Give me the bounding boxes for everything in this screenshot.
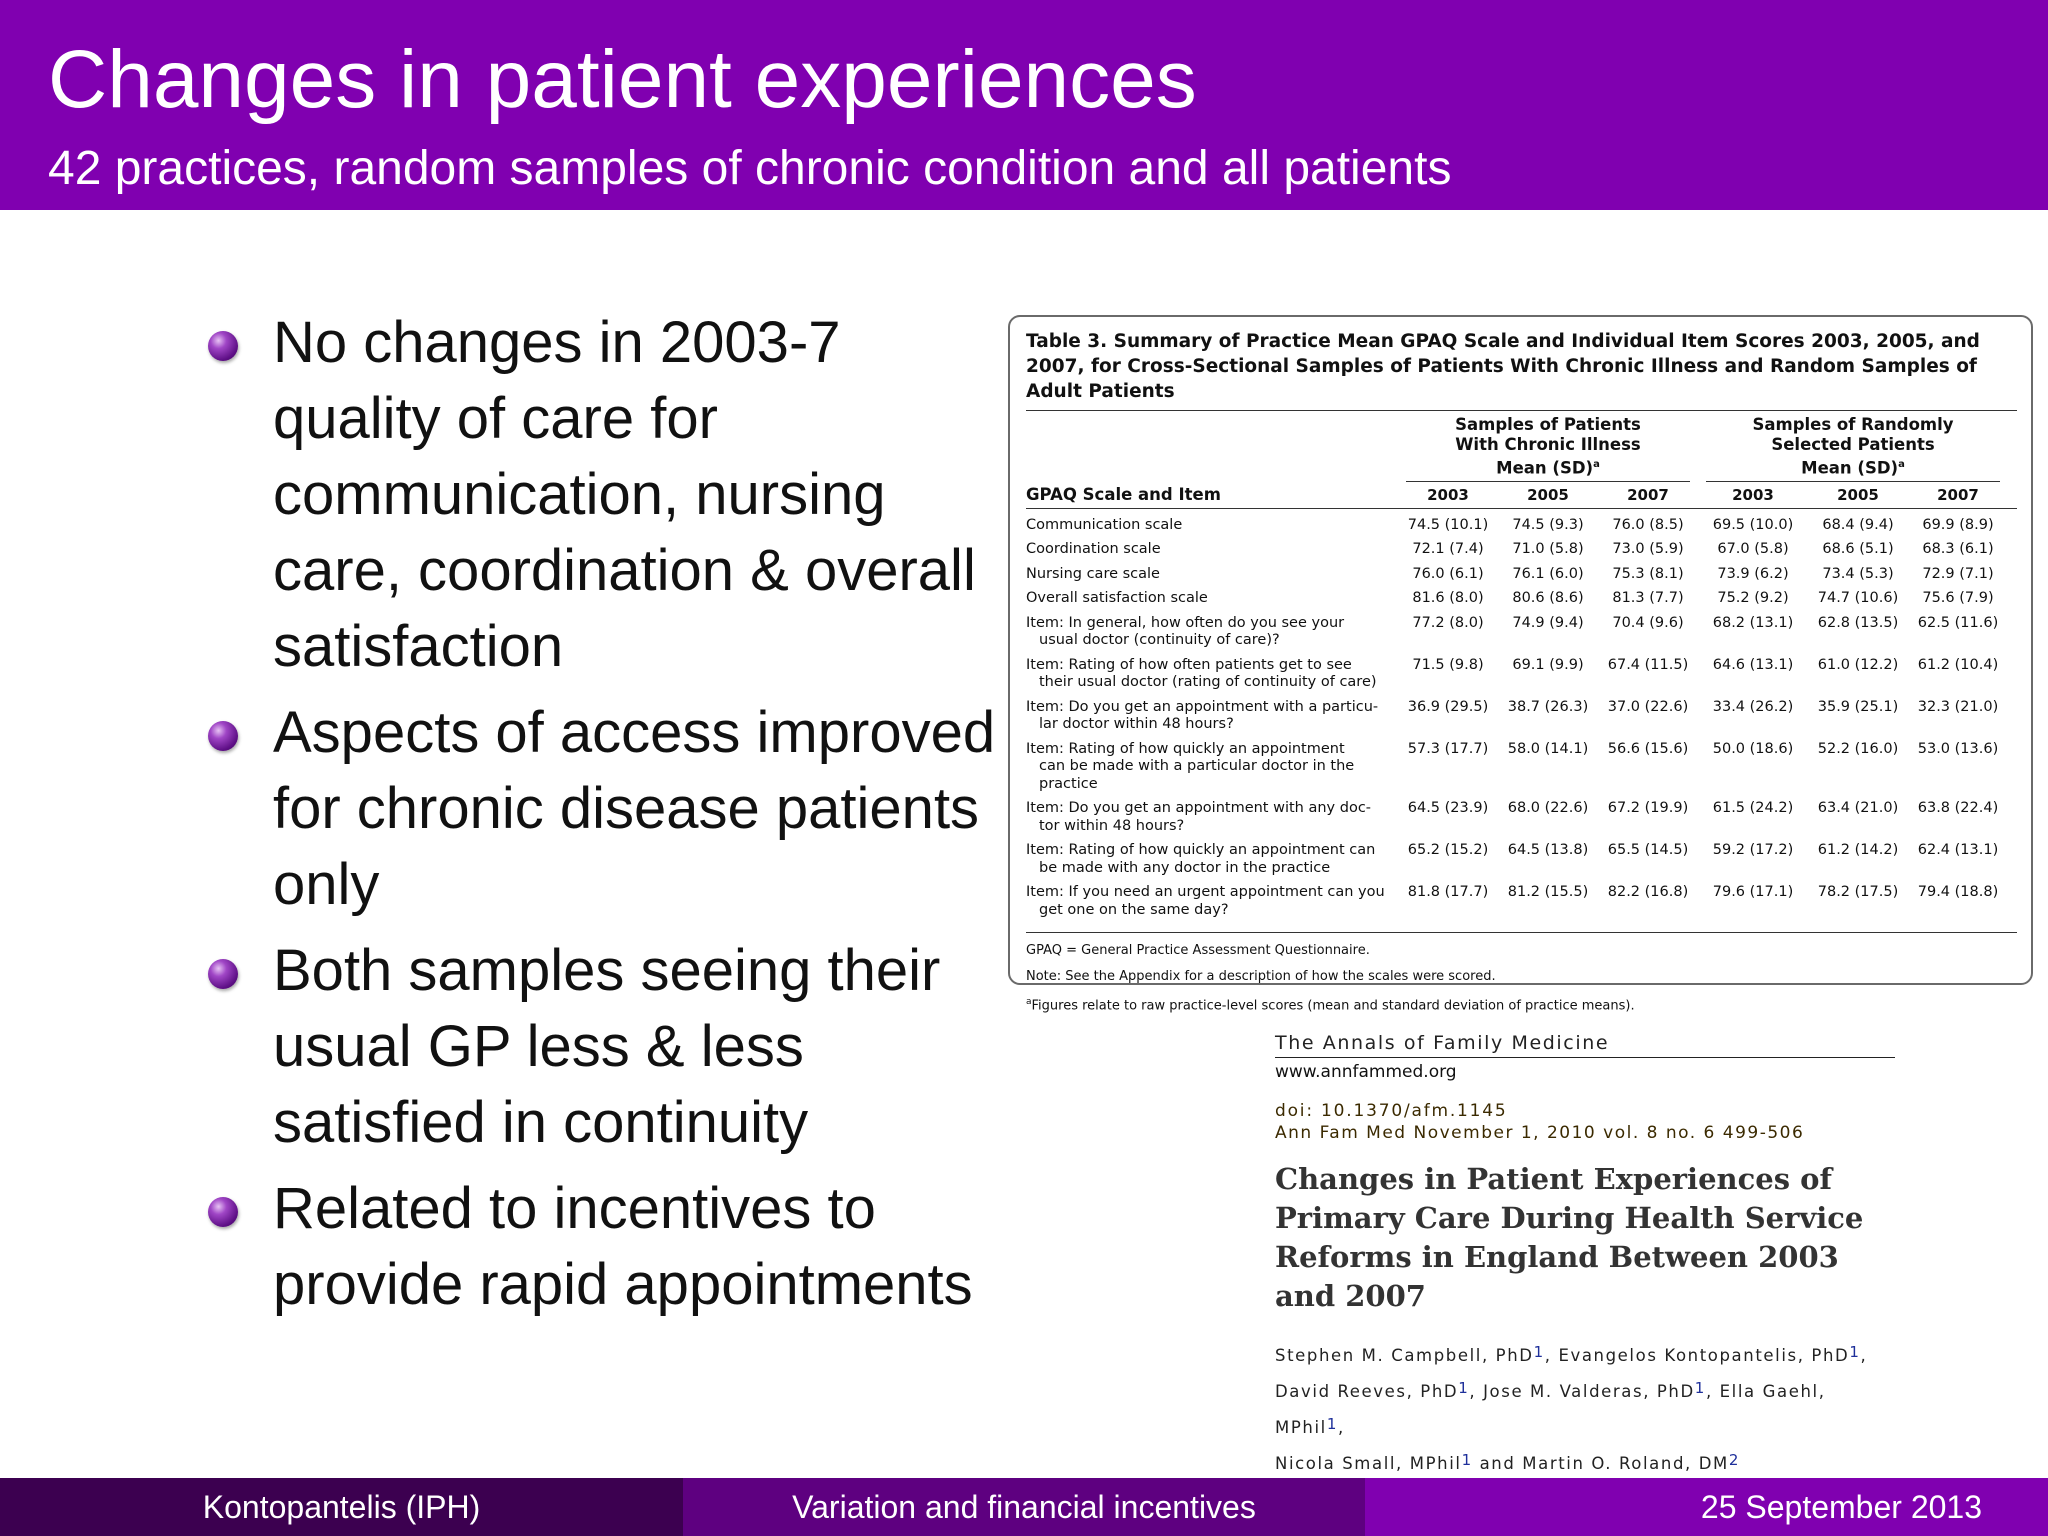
- row-label-line: Item: In general, how often do you see your: [1026, 614, 1345, 631]
- table-figure: [1008, 315, 2033, 1014]
- bullet-ball-icon: [208, 331, 238, 361]
- paper-citation: Ann Fam Med November 1, 2010 vol. 8 no. 6 499-506: [1275, 1123, 1805, 1143]
- table-row-label: [1026, 615, 1398, 650]
- bullet-text: Both samples seeing their usual GP less & less satisfied in continuity: [273, 938, 941, 1155]
- footer-talk-title: Variation and financial incentives: [683, 1478, 1365, 1536]
- header-spacer: [1026, 411, 1398, 482]
- group-b-line: Selected Patients: [1771, 435, 1935, 454]
- table-cell: 76.0 (8.5): [1612, 516, 1684, 533]
- slide-subtitle: 42 practices, random samples of chronic condition and all patients: [48, 142, 1452, 195]
- bullet-item: [205, 933, 1005, 1161]
- table-caption: Table 3. Summary of Practice Mean GPAQ Scale and Individual Item Scores 2003, 2005, and 2007, for Cross-Sectional Samples of Patients With Chronic Illness and Random Samples of Adult Patients: [1026, 331, 1980, 402]
- table-cell: 71.0 (5.8): [1512, 541, 1584, 557]
- footer-author: Kontopantelis (IPH): [0, 1478, 683, 1536]
- table-row-label: [1026, 517, 1398, 535]
- group-a-mean: Mean (SD): [1496, 458, 1594, 478]
- bullet-item: [205, 1171, 1005, 1323]
- table-cell: 69.1 (9.9): [1512, 656, 1584, 673]
- table-cell: 68.0 (22.6): [1507, 800, 1589, 816]
- table-note-figures: [1026, 994, 2017, 1014]
- table-cell: 64.6 (13.1): [1712, 656, 1794, 673]
- author-name: Martin O. Roland, DM: [1522, 1454, 1729, 1473]
- bullet-text: Related to incentives to provide rapid appointments: [273, 1176, 973, 1317]
- author-name: Ella Gaehl, MPhil: [1275, 1382, 1826, 1437]
- table-cell: 73.9 (6.2): [1717, 565, 1789, 582]
- row-label-line: Nursing care scale: [1026, 565, 1160, 582]
- footnote-mark: a: [1026, 997, 1032, 1007]
- row-label-line: Item: Rating of how quickly an appointment can: [1026, 842, 1376, 858]
- table-cell: 61.2 (14.2): [1817, 842, 1899, 858]
- table-cell: 75.6 (7.9): [1922, 590, 1994, 606]
- table-row-label: [1026, 741, 1398, 794]
- table-cell: 68.2 (13.1): [1712, 614, 1794, 631]
- table-cell: 70.4 (9.6): [1612, 614, 1684, 631]
- table-cell: 74.7 (10.6): [1817, 590, 1899, 606]
- table-cell: 67.4 (11.5): [1607, 656, 1689, 673]
- year-header: 2005: [1527, 485, 1569, 504]
- year-header: 2003: [1732, 485, 1774, 504]
- table-row-label: [1026, 541, 1398, 559]
- author-name: Evangelos Kontopantelis, PhD: [1558, 1346, 1850, 1365]
- table-cell: 67.0 (5.8): [1717, 541, 1789, 557]
- author-name: Nicola Small, MPhil: [1275, 1454, 1462, 1473]
- table-cell: 61.0 (12.2): [1817, 656, 1899, 673]
- row-label-line: be made with any doctor in the practice: [1039, 859, 1331, 876]
- author-name: Jose M. Valderas, PhD: [1483, 1382, 1695, 1401]
- table-cell: 63.4 (21.0): [1817, 800, 1899, 816]
- row-label-line: Item: Do you get an appointment with a particu-: [1026, 698, 1379, 715]
- author-affiliation: 2: [1728, 1451, 1741, 1469]
- table-cell: 65.5 (14.5): [1607, 842, 1689, 858]
- table-cell: 71.5 (9.8): [1412, 656, 1484, 673]
- group-a-line: Samples of Patients: [1455, 415, 1641, 434]
- table-cell: 75.2 (9.2): [1717, 590, 1789, 606]
- table-row-label: [1026, 566, 1398, 584]
- table-cell: 69.9 (8.9): [1922, 516, 1994, 533]
- table-cell: 72.1 (7.4): [1412, 541, 1484, 557]
- table-cell: 50.0 (18.6): [1712, 740, 1794, 757]
- author-affiliation: 1: [1533, 1343, 1545, 1361]
- table-cell: 35.9 (25.1): [1817, 698, 1899, 715]
- year-header: 2003: [1427, 485, 1469, 504]
- group-header-random: [1706, 411, 2000, 482]
- table-cell: 72.9 (7.1): [1922, 565, 1994, 582]
- table-cell: 61.2 (10.4): [1917, 656, 1999, 673]
- table-row-label: [1026, 842, 1398, 877]
- table-cell: 62.8 (13.5): [1817, 614, 1899, 631]
- table-cell: 82.2 (16.8): [1607, 884, 1689, 900]
- table-cell: 56.6 (15.6): [1607, 740, 1689, 757]
- scale-column-header: GPAQ Scale and Item: [1026, 484, 1221, 504]
- table-cell: 81.6 (8.0): [1412, 590, 1484, 606]
- paper-title: Changes in Patient Experiences of Primary Care During Health Service Reforms in England Between 2003 and 2007: [1275, 1162, 1864, 1313]
- author-conjunction: and: [1479, 1454, 1516, 1473]
- table-cell: 59.2 (17.2): [1712, 842, 1794, 858]
- year-header: 2007: [1937, 485, 1979, 504]
- author-affiliation: 1: [1849, 1343, 1861, 1361]
- table-cell: 63.8 (22.4): [1917, 800, 1999, 816]
- table-cell: 57.3 (17.7): [1407, 740, 1489, 757]
- table-cell: 32.3 (21.0): [1917, 698, 1999, 715]
- table-cell: 62.5 (11.6): [1917, 614, 1999, 631]
- bullet-item: [205, 695, 1005, 923]
- table-cell: 79.6 (17.1): [1712, 884, 1794, 900]
- table-cell: 64.5 (23.9): [1407, 800, 1489, 816]
- table-cell: 79.4 (18.8): [1917, 884, 1999, 900]
- table-row-label: [1026, 800, 1398, 835]
- footnote-mark: a: [1898, 459, 1905, 470]
- table-cell: 74.9 (9.4): [1512, 614, 1584, 631]
- table-cell: 37.0 (22.6): [1607, 698, 1689, 715]
- group-header-chronic: [1406, 411, 1690, 482]
- table-cell: 75.3 (8.1): [1612, 565, 1684, 582]
- slide-title: Changes in patient experiences: [48, 34, 1197, 125]
- row-label-line: practice: [1039, 775, 1098, 792]
- table-cell: 74.5 (10.1): [1407, 516, 1489, 533]
- row-label-line: Overall satisfaction scale: [1026, 590, 1208, 606]
- row-label-line: Item: Rating of how quickly an appointment: [1026, 740, 1345, 757]
- table-cell: 81.2 (15.5): [1507, 884, 1589, 900]
- author-affiliation: 1: [1326, 1415, 1338, 1433]
- row-label-line: their usual doctor (rating of continuity of care): [1039, 674, 1377, 690]
- bullet-ball-icon: [208, 1197, 238, 1227]
- slide-header: [0, 0, 2048, 210]
- row-label-line: Item: Do you get an appointment with any doc-: [1026, 800, 1372, 816]
- table-cell: 76.0 (6.1): [1412, 565, 1484, 582]
- author-affiliation: 1: [1461, 1451, 1473, 1469]
- table-cell: 33.4 (26.2): [1712, 698, 1794, 715]
- row-label-line: Communication scale: [1026, 516, 1183, 533]
- group-b-mean: Mean (SD): [1801, 458, 1899, 478]
- table-cell: 73.0 (5.9): [1612, 541, 1684, 557]
- table-cell: 76.1 (6.0): [1512, 565, 1584, 582]
- table-cell: 67.2 (19.9): [1607, 800, 1689, 816]
- journal-url[interactable]: www.annfammed.org: [1275, 1062, 1457, 1082]
- row-label-line: can be made with a particular doctor in the: [1039, 758, 1355, 774]
- row-label-line: Item: Rating of how often patients get to see: [1026, 656, 1352, 673]
- table-cell: 38.7 (26.3): [1507, 698, 1589, 715]
- table-cell: 65.2 (15.2): [1407, 842, 1489, 858]
- paper-reference: [1275, 1030, 1895, 1480]
- row-label-line: Coordination scale: [1026, 541, 1161, 557]
- author-affiliation: 1: [1458, 1379, 1470, 1397]
- table-cell: 80.6 (8.6): [1512, 590, 1584, 606]
- bullet-ball-icon: [208, 959, 238, 989]
- table-cell: 69.5 (10.0): [1712, 516, 1794, 533]
- author-name: David Reeves, PhD: [1275, 1382, 1459, 1401]
- group-a-line: With Chronic Illness: [1455, 435, 1641, 454]
- table-cell: 52.2 (16.0): [1817, 740, 1899, 757]
- group-b-line: [1706, 455, 2000, 479]
- table-cell: 68.4 (9.4): [1822, 516, 1894, 533]
- paper-doi: doi: 10.1370/afm.1145: [1275, 1101, 1508, 1121]
- row-label-line: tor within 48 hours?: [1039, 817, 1185, 834]
- bullet-item: [205, 305, 1005, 685]
- table-cell: 77.2 (8.0): [1412, 614, 1484, 631]
- footnote-mark: a: [1593, 459, 1600, 470]
- table-body: [1026, 509, 2017, 934]
- slide-footer: [0, 1478, 2048, 1536]
- table-cell: 61.5 (24.2): [1712, 800, 1794, 816]
- table-row-label: [1026, 699, 1398, 734]
- table-row-label: [1026, 884, 1398, 919]
- table-cell: 62.4 (13.1): [1917, 842, 1999, 858]
- bullet-list: [205, 305, 1005, 1333]
- table-cell: 68.3 (6.1): [1922, 541, 1994, 557]
- row-label-line: get one on the same day?: [1039, 901, 1229, 918]
- table-cell: 74.5 (9.3): [1512, 516, 1584, 533]
- paper-authors: Stephen M. Campbell, PhD1, Evangelos Kontopantelis, PhD1, David Reeves, PhD1, Jose M. Valderas, PhD1, Ella Gaehl, MPhil1, Nicola Small, MPhil1 and Martin O. Roland, DM2: [1275, 1343, 1868, 1473]
- table-cell: 68.6 (5.1): [1822, 541, 1894, 557]
- group-b-line: Samples of Randomly: [1752, 415, 1954, 434]
- bullet-ball-icon: [208, 721, 238, 751]
- table-header: [1026, 411, 2017, 509]
- table-cell: 53.0 (13.6): [1917, 740, 1999, 757]
- year-header: 2005: [1837, 485, 1879, 504]
- table-cell: 73.4 (5.3): [1822, 565, 1894, 582]
- figures-note-text: Figures relate to raw practice-level scores (mean and standard deviation of practice means).: [1031, 998, 1635, 1014]
- journal-name: The Annals of Family Medicine: [1275, 1030, 1895, 1058]
- table-cell: 36.9 (29.5): [1407, 698, 1489, 715]
- table-cell: 78.2 (17.5): [1817, 884, 1899, 900]
- year-header: 2007: [1627, 485, 1669, 504]
- table-note-gpaq: GPAQ = General Practice Assessment Questionnaire.: [1026, 943, 1370, 958]
- table-row-label: [1026, 657, 1398, 692]
- row-label-line: lar doctor within 48 hours?: [1039, 716, 1234, 732]
- table-cell: 58.0 (14.1): [1507, 740, 1589, 757]
- group-a-line: [1406, 455, 1690, 479]
- row-label-line: usual doctor (continuity of care)?: [1039, 632, 1280, 648]
- table-cell: 81.8 (17.7): [1407, 884, 1489, 900]
- table-cell: 64.5 (13.8): [1507, 842, 1589, 858]
- table-row-label: [1026, 590, 1398, 608]
- row-label-line: Item: If you need an urgent appointment can you: [1026, 884, 1385, 900]
- footer-date: 25 September 2013: [1365, 1478, 2048, 1536]
- table-note-appendix: Note: See the Appendix for a description of how the scales were scored.: [1026, 969, 1496, 984]
- author-name: Stephen M. Campbell, PhD: [1275, 1346, 1534, 1365]
- bullet-text: Aspects of access improved for chronic disease patients only: [273, 700, 996, 917]
- bullet-text: No changes in 2003-7 quality of care for communication, nursing care, coordination & overall satisfaction: [273, 310, 976, 679]
- table-cell: 81.3 (7.7): [1612, 590, 1684, 606]
- author-affiliation: 1: [1694, 1379, 1706, 1397]
